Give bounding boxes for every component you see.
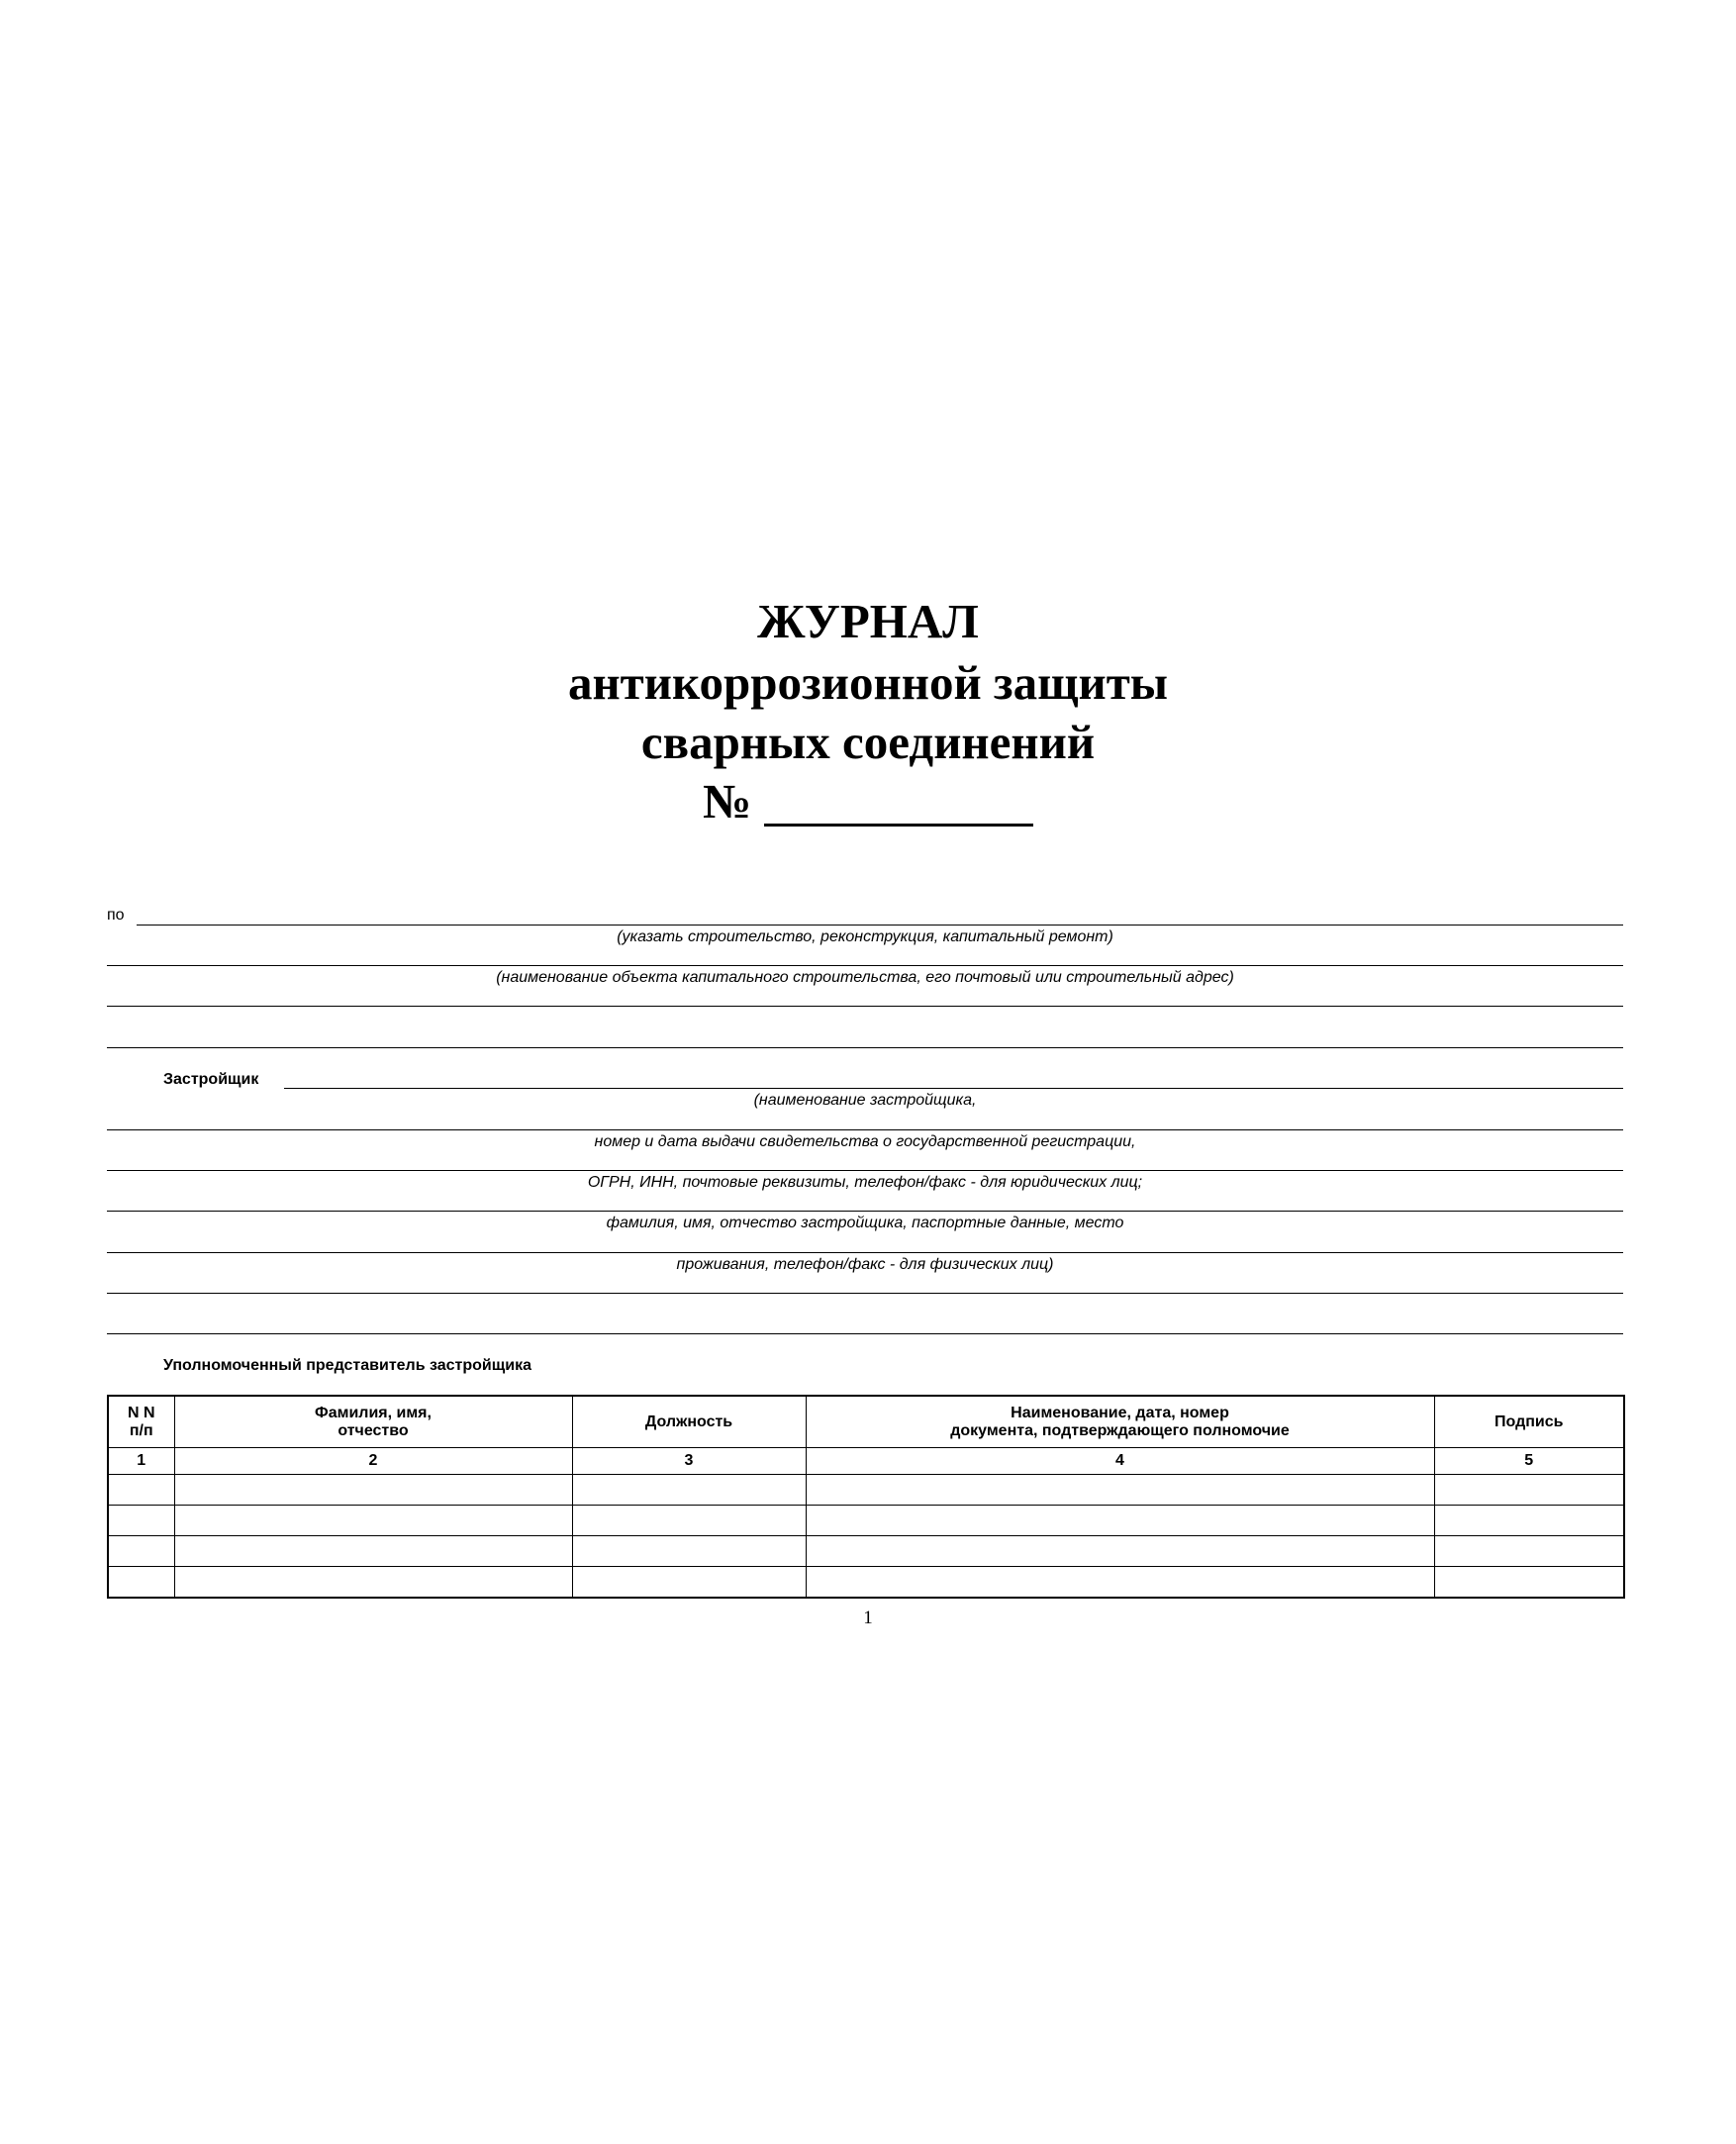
- developer-field-7[interactable]: [107, 1333, 1623, 1334]
- table-cell[interactable]: [1434, 1567, 1624, 1599]
- table-cell[interactable]: [174, 1506, 572, 1536]
- column-header: N N п/п: [108, 1396, 174, 1448]
- journal-number-field[interactable]: [764, 824, 1033, 827]
- column-header: Фамилия, имя, отчество: [174, 1396, 572, 1448]
- table-cell[interactable]: [108, 1506, 174, 1536]
- object-name-caption: (наименование объекта капитального строительства, его почтовый или строительный адрес): [496, 969, 1234, 986]
- table-cell[interactable]: [572, 1506, 806, 1536]
- representative-heading: Уполномоченный представитель застройщика: [163, 1357, 531, 1374]
- table-cell[interactable]: [806, 1567, 1434, 1599]
- table-cell[interactable]: [572, 1475, 806, 1506]
- table-cell[interactable]: [1434, 1506, 1624, 1536]
- table-cell[interactable]: [174, 1536, 572, 1567]
- object-address-field[interactable]: [107, 1006, 1623, 1007]
- object-address-field-2[interactable]: [107, 1047, 1623, 1048]
- table-cell[interactable]: [572, 1536, 806, 1567]
- table-row: [108, 1567, 1624, 1599]
- table-cell[interactable]: [572, 1567, 806, 1599]
- column-number: 1: [108, 1448, 174, 1475]
- table-cell[interactable]: [108, 1567, 174, 1599]
- construction-type-field[interactable]: [137, 925, 1623, 926]
- table-cell[interactable]: [174, 1475, 572, 1506]
- column-number: 3: [572, 1448, 806, 1475]
- developer-caption: проживания, телефон/факс - для физических лиц): [676, 1256, 1054, 1273]
- column-header: Должность: [572, 1396, 806, 1448]
- journal-subtitle-line2: сварных соединений: [640, 715, 1096, 769]
- po-label: по: [107, 907, 125, 924]
- column-number: 4: [806, 1448, 1434, 1475]
- developer-field-4[interactable]: [107, 1211, 1623, 1212]
- table-cell[interactable]: [806, 1536, 1434, 1567]
- column-number-row: [108, 1448, 1624, 1475]
- table-cell[interactable]: [806, 1475, 1434, 1506]
- page-number: 1: [863, 1608, 873, 1628]
- developer-caption: ОГРН, ИНН, почтовые реквизиты, телефон/факс - для юридических лиц;: [587, 1174, 1143, 1191]
- column-header: Подпись: [1434, 1396, 1624, 1448]
- developer-label: Застройщик: [163, 1071, 259, 1088]
- table-header-row: [108, 1396, 1624, 1448]
- developer-caption: номер и дата выдачи свидетельства о государственной регистрации,: [594, 1133, 1136, 1150]
- construction-type-caption: (указать строительство, реконструкция, капитальный ремонт): [617, 928, 1113, 945]
- table-row: [108, 1506, 1624, 1536]
- journal-title: ЖУРНАЛ: [757, 594, 979, 648]
- table-cell[interactable]: [108, 1536, 174, 1567]
- table-cell[interactable]: [174, 1567, 572, 1599]
- table-cell[interactable]: [108, 1475, 174, 1506]
- object-name-field[interactable]: [107, 965, 1623, 966]
- developer-field[interactable]: [284, 1088, 1623, 1089]
- developer-caption: фамилия, имя, отчество застройщика, паспортные данные, место: [606, 1215, 1124, 1231]
- developer-field-3[interactable]: [107, 1170, 1623, 1171]
- number-sign: №: [703, 774, 752, 828]
- table-cell[interactable]: [806, 1506, 1434, 1536]
- representative-table: [107, 1395, 1625, 1599]
- developer-field-5[interactable]: [107, 1252, 1623, 1253]
- column-number: 5: [1434, 1448, 1624, 1475]
- column-number: 2: [174, 1448, 572, 1475]
- developer-field-2[interactable]: [107, 1129, 1623, 1130]
- table-row: [108, 1536, 1624, 1567]
- developer-caption: (наименование застройщика,: [753, 1092, 977, 1109]
- developer-field-6[interactable]: [107, 1293, 1623, 1294]
- table-row: [108, 1475, 1624, 1506]
- journal-subtitle-line1: антикоррозионной защиты: [567, 655, 1169, 710]
- table-cell[interactable]: [1434, 1475, 1624, 1506]
- table-cell[interactable]: [1434, 1536, 1624, 1567]
- column-header: Наименование, дата, номер документа, подтверждающего полномочие: [806, 1396, 1434, 1448]
